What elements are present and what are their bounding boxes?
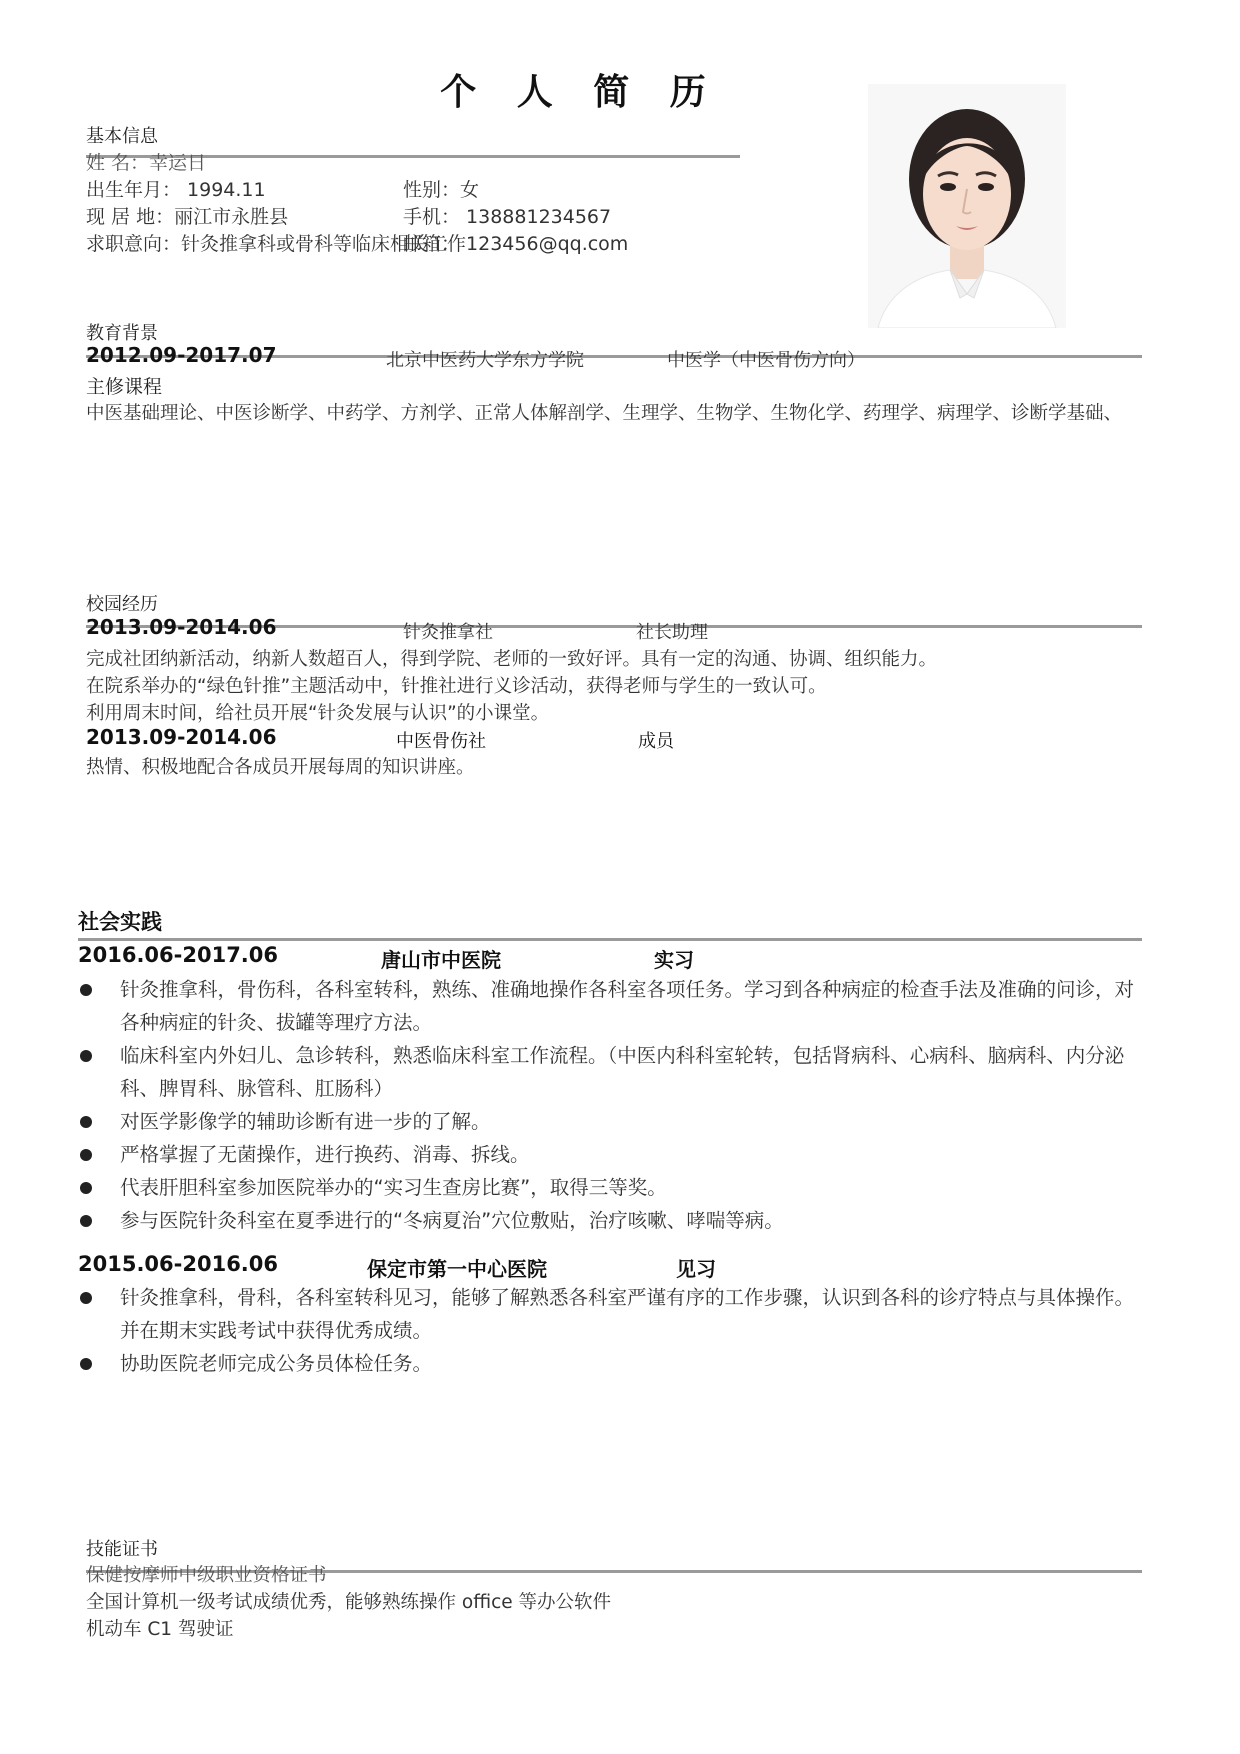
practice-entry-2-role: 见习 — [676, 1257, 716, 1281]
bullet-icon — [80, 984, 92, 996]
name-field: 姓 名：幸运日 — [86, 152, 207, 174]
bullet-text: 参与医院针灸科室在夏季进行的“冬病夏治”穴位敷贴，治疗咳嗽、哮喘等病。 — [120, 1209, 784, 1232]
list-item — [78, 1039, 1138, 1105]
bullet-icon — [80, 1050, 92, 1062]
practice-entry-1-role: 实习 — [654, 948, 694, 972]
list-item — [78, 1281, 1138, 1347]
courses-label: 主修课程 — [86, 376, 163, 398]
campus-entry-1-period: 2013.09-2014.06 — [86, 615, 277, 639]
campus-entry-1-role: 社长助理 — [636, 622, 708, 643]
bullet-icon — [80, 1215, 92, 1227]
portrait-icon — [868, 84, 1066, 328]
resume-title: 个 人 简 历 — [440, 72, 720, 113]
campus-entry-1-line-3: 利用周末时间，给社员开展“针灸发展与认识”的小课堂。 — [86, 703, 550, 724]
campus-entry-1-org: 针灸推拿社 — [403, 622, 493, 643]
campus-entry-1-line-1: 完成社团纳新活动，纳新人数超百人，得到学院、老师的一致好评。具有一定的沟通、协调、组织能力。 — [86, 649, 938, 670]
list-item — [78, 1138, 1138, 1171]
campus-entry-2-line-1: 热情、积极地配合各成员开展每周的知识讲座。 — [86, 757, 475, 778]
bullet-icon — [80, 1292, 92, 1304]
education-heading: 教育背景 — [86, 323, 158, 344]
practice-entry-2-bullets — [78, 1281, 1138, 1380]
courses-list: 中医基础理论、中医诊断学、中药学、方剂学、正常人体解剖学、生理学、生物学、生物化学、药理学、病理学、诊断学基础、 — [86, 403, 1123, 424]
bullet-icon — [80, 1149, 92, 1161]
practice-entry-1-bullets — [78, 973, 1138, 1237]
portrait-photo — [868, 84, 1066, 328]
practice-divider — [78, 938, 1142, 941]
bullet-icon — [80, 1116, 92, 1128]
education-major: 中医学（中医骨伤方向） — [667, 350, 865, 371]
bullet-text: 协助医院老师完成公务员体检任务。 — [120, 1352, 433, 1375]
skill-item-2: 全国计算机一级考试成绩优秀，能够熟练操作 office 等办公软件 — [86, 1592, 612, 1613]
birth-field: 出生年月： 1994.11 — [86, 179, 266, 201]
campus-entry-2-role: 成员 — [638, 731, 674, 752]
bullet-text: 针灸推拿科，骨科，各科室转科见习，能够了解熟悉各科室严谨有序的工作步骤，认识到各科的诊疗特点与具体操作。并在期末实践考试中获得优秀成绩。 — [120, 1286, 1135, 1342]
education-period: 2012.09-2017.07 — [86, 343, 277, 367]
bullet-text: 代表肝胆科室参加医院举办的“实习生查房比赛”，取得三等奖。 — [120, 1176, 667, 1199]
skill-item-3: 机动车 C1 驾驶证 — [86, 1619, 234, 1640]
education-school: 北京中医药大学东方学院 — [386, 350, 584, 371]
list-item — [78, 1105, 1138, 1138]
basic-info-heading: 基本信息 — [86, 126, 158, 147]
bullet-text: 严格掌握了无菌操作，进行换药、消毒、拆线。 — [120, 1143, 530, 1166]
skill-item-1: 保健按摩师中级职业资格证书 — [86, 1565, 327, 1586]
list-item — [78, 1171, 1138, 1204]
campus-entry-2-period: 2013.09-2014.06 — [86, 725, 277, 749]
bullet-icon — [80, 1358, 92, 1370]
residence-field: 现 居 地：丽江市永胜县 — [86, 206, 289, 228]
bullet-icon — [80, 1182, 92, 1194]
practice-entry-1-period: 2016.06-2017.06 — [78, 943, 279, 967]
practice-entry-2-org: 保定市第一中心医院 — [367, 1257, 547, 1281]
job-intent-field: 求职意向：针灸推拿科或骨科等临床相关工作 — [86, 233, 467, 255]
bullet-text: 对医学影像学的辅助诊断有进一步的了解。 — [120, 1110, 491, 1133]
phone-field: 手机： 138881234567 — [403, 206, 612, 228]
gender-field: 性别：女 — [403, 179, 480, 201]
bullet-text: 针灸推拿科，骨伤科，各科室转科，熟练、准确地操作各科室各项任务。学习到各种病症的检查手法及准确的问诊，对各种病症的针灸、拔罐等理疗方法。 — [120, 978, 1135, 1034]
list-item — [78, 1204, 1138, 1237]
practice-entry-1-org: 唐山市中医院 — [381, 948, 501, 972]
list-item — [78, 973, 1138, 1039]
practice-heading: 社会实践 — [78, 910, 162, 934]
bullet-text: 临床科室内外妇儿、急诊转科，熟悉临床科室工作流程。（中医内科科室轮转，包括肾病科、心病科、脑病科、内分泌科、脾胃科、脉管科、肛肠科） — [120, 1044, 1125, 1100]
practice-entry-2-period: 2015.06-2016.06 — [78, 1252, 279, 1276]
campus-heading: 校园经历 — [86, 594, 158, 615]
campus-entry-2-org: 中医骨伤社 — [396, 731, 486, 752]
email-field: 邮箱： 123456@qq.com — [403, 233, 629, 255]
skills-heading: 技能证书 — [86, 1539, 158, 1560]
campus-entry-1-line-2: 在院系举办的“绿色针推”主题活动中，针推社进行义诊活动，获得老师与学生的一致认可。 — [86, 676, 827, 697]
list-item — [78, 1347, 1138, 1380]
